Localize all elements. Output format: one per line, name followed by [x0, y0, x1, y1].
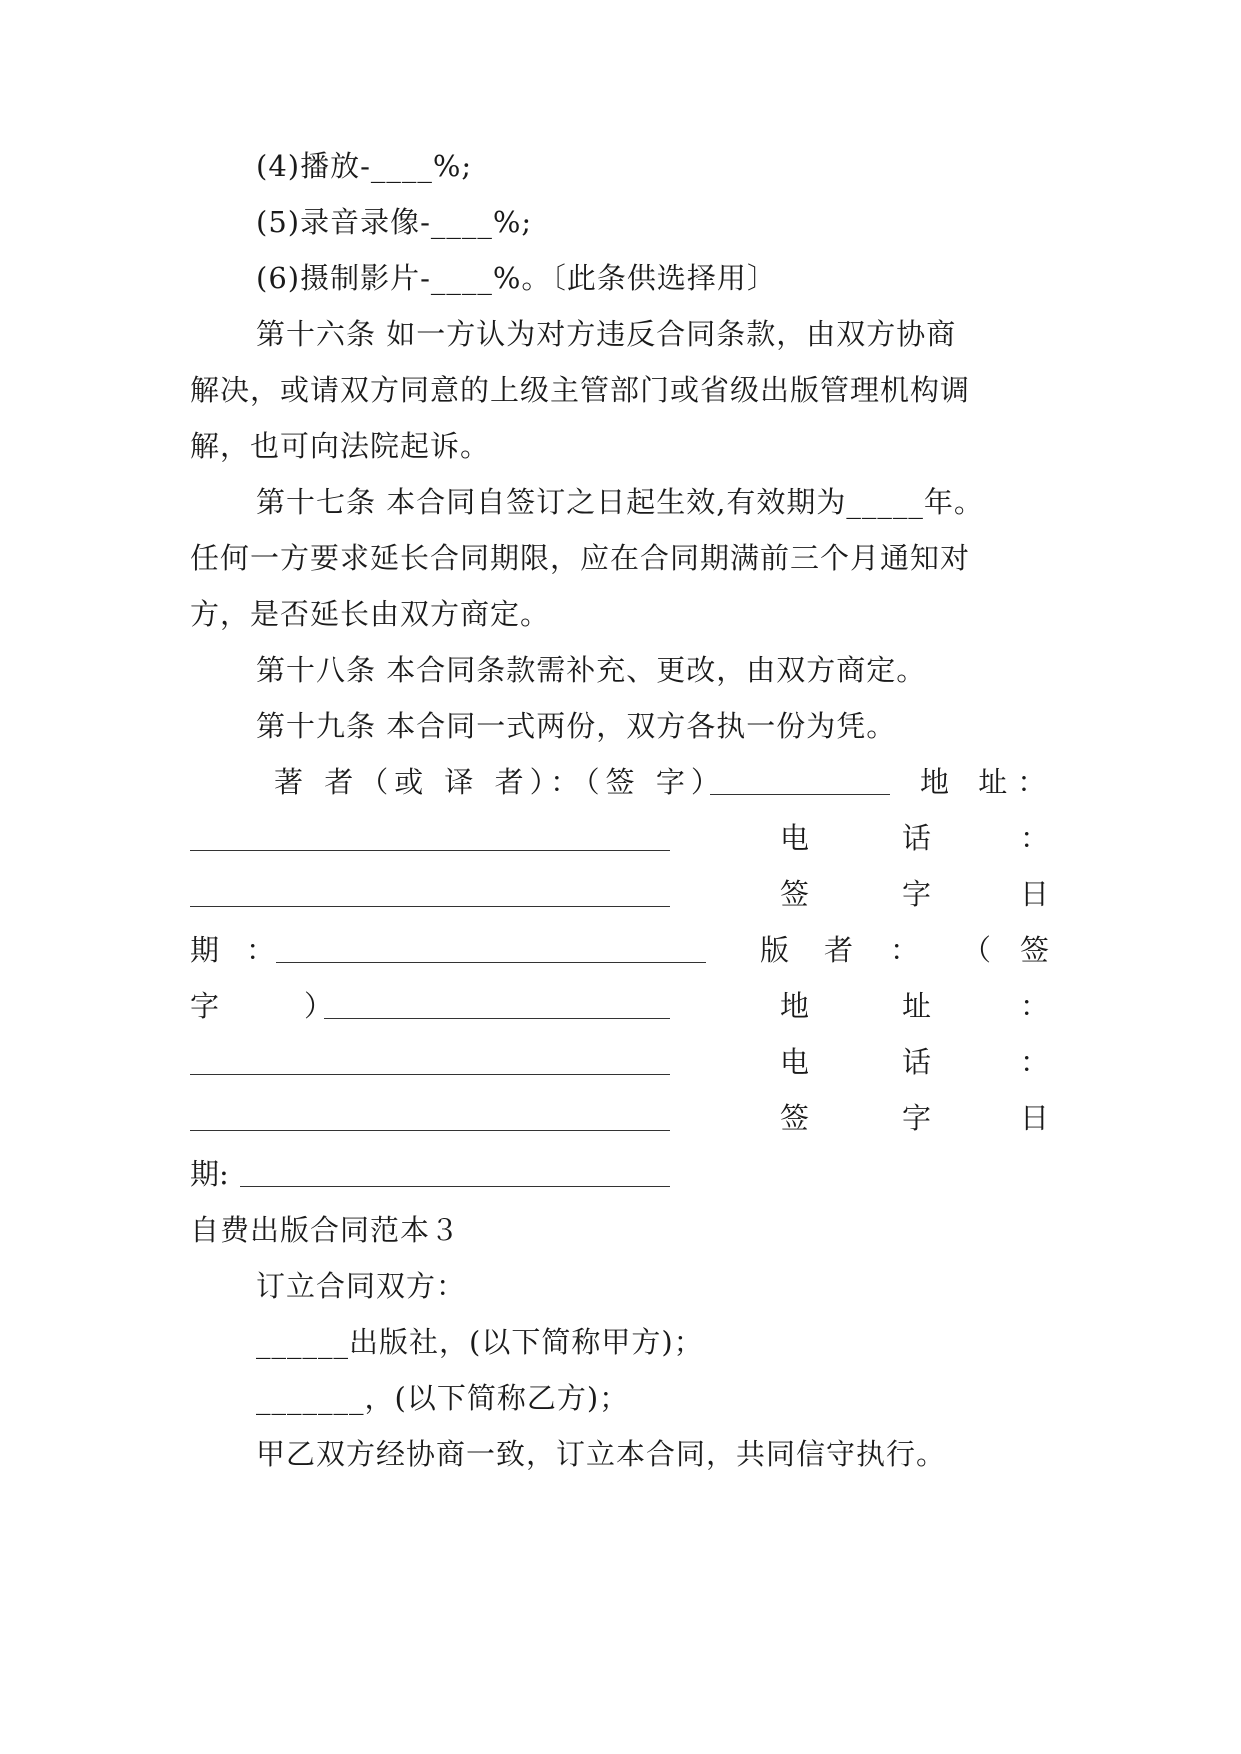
article-16-line-1: 第十六条 如一方认为对方违反合同条款，由双方协商 — [256, 317, 957, 351]
publisher-phone-row — [190, 1042, 1050, 1082]
publisher-signdate-char-3: 日 — [1020, 1101, 1050, 1135]
agreement-line: 甲乙双方经协商一致，订立本合同，共同信守执行。 — [256, 1437, 947, 1471]
publisher-label-colon: ： — [890, 933, 920, 967]
party-b-line: _______，(以下简称乙方)； — [256, 1381, 630, 1415]
author-signature-blank — [710, 762, 890, 795]
publisher-phone-label-char-2: 话 — [902, 1045, 932, 1079]
publisher-signdate-row — [190, 1098, 1050, 1138]
publisher-date-row — [190, 1154, 1050, 1194]
article-16-line-2: 解决，或请双方同意的上级主管部门或省级出版管理机构调 — [190, 373, 971, 407]
signdate-label-char-3: 日 — [1020, 877, 1050, 911]
address-label: 地 址： — [920, 765, 1057, 799]
author-signdate-row — [190, 874, 1050, 914]
publisher-phone-label-char-1: 电 — [780, 1045, 810, 1079]
section-title-3: 自费出版合同范本３ — [190, 1213, 461, 1247]
intro-line: 订立合同双方： — [256, 1269, 467, 1303]
author-date-blank — [276, 930, 706, 963]
article-17-line-2: 任何一方要求延长合同期限，应在合同期满前三个月通知对 — [190, 541, 971, 575]
publisher-signdate-char-2: 字 — [902, 1101, 932, 1135]
publisher-label-paren: （ — [962, 933, 992, 967]
publisher-label-char-1: 版 — [760, 933, 790, 967]
publisher-sign-char: 字 — [190, 989, 220, 1023]
author-signature-label: 著 者（或 译 者）：（签 字） — [274, 765, 726, 799]
article-17-line-1: 第十七条 本合同自签订之日起生效,有效期为_____年。 — [256, 485, 984, 519]
publisher-signdate-char-1: 签 — [780, 1101, 810, 1135]
publisher-phone-label-colon: ： — [1020, 1045, 1050, 1079]
party-a-line: ______出版社，(以下简称甲方)； — [256, 1325, 704, 1359]
phone-label-char-1: 电 — [780, 821, 810, 855]
article-16-line-3: 解，也可向法院起诉。 — [190, 429, 491, 463]
clause-item-5: (5)录音录像-____%; — [256, 205, 533, 239]
author-signature-row — [190, 762, 1057, 802]
signdate-label-char-2: 字 — [902, 877, 932, 911]
clause-item-4: (4)播放-____%; — [256, 149, 473, 183]
phone-label-char-2: 话 — [902, 821, 932, 855]
address-label-colon: ： — [1020, 989, 1050, 1023]
author-date-publisher-row — [190, 930, 1050, 970]
publisher-sign-paren-close: ） — [304, 989, 334, 1023]
publisher-address-blank — [190, 1042, 670, 1075]
publisher-date-blank — [240, 1154, 670, 1187]
publisher-phone-blank — [190, 1098, 670, 1131]
publisher-label-sign: 签 — [1020, 933, 1050, 967]
publisher-date-label: 期: — [190, 1157, 229, 1191]
article-19: 第十九条 本合同一式两份，双方各执一份为凭。 — [256, 709, 897, 743]
phone-label-colon: ： — [1020, 821, 1050, 855]
address-label-char-2: 址 — [902, 989, 932, 1023]
article-17-line-3: 方，是否延长由双方商定。 — [190, 597, 551, 631]
author-phone-blank — [190, 874, 670, 907]
signdate-label-char-1: 签 — [780, 877, 810, 911]
publisher-signature-row — [190, 986, 1050, 1026]
date-label-char: 期 — [190, 933, 220, 967]
address-label-char-1: 地 — [780, 989, 810, 1023]
publisher-signature-blank — [324, 986, 670, 1019]
author-address-blank — [190, 818, 670, 851]
article-18: 第十八条 本合同条款需补充、更改，由双方商定。 — [256, 653, 927, 687]
clause-item-6: (6)摄制影片-____%。〔此条供选择用〕 — [256, 261, 777, 295]
date-label-colon: ： — [246, 933, 276, 967]
author-phone-row — [190, 818, 1050, 858]
publisher-label-char-2: 者 — [824, 933, 854, 967]
